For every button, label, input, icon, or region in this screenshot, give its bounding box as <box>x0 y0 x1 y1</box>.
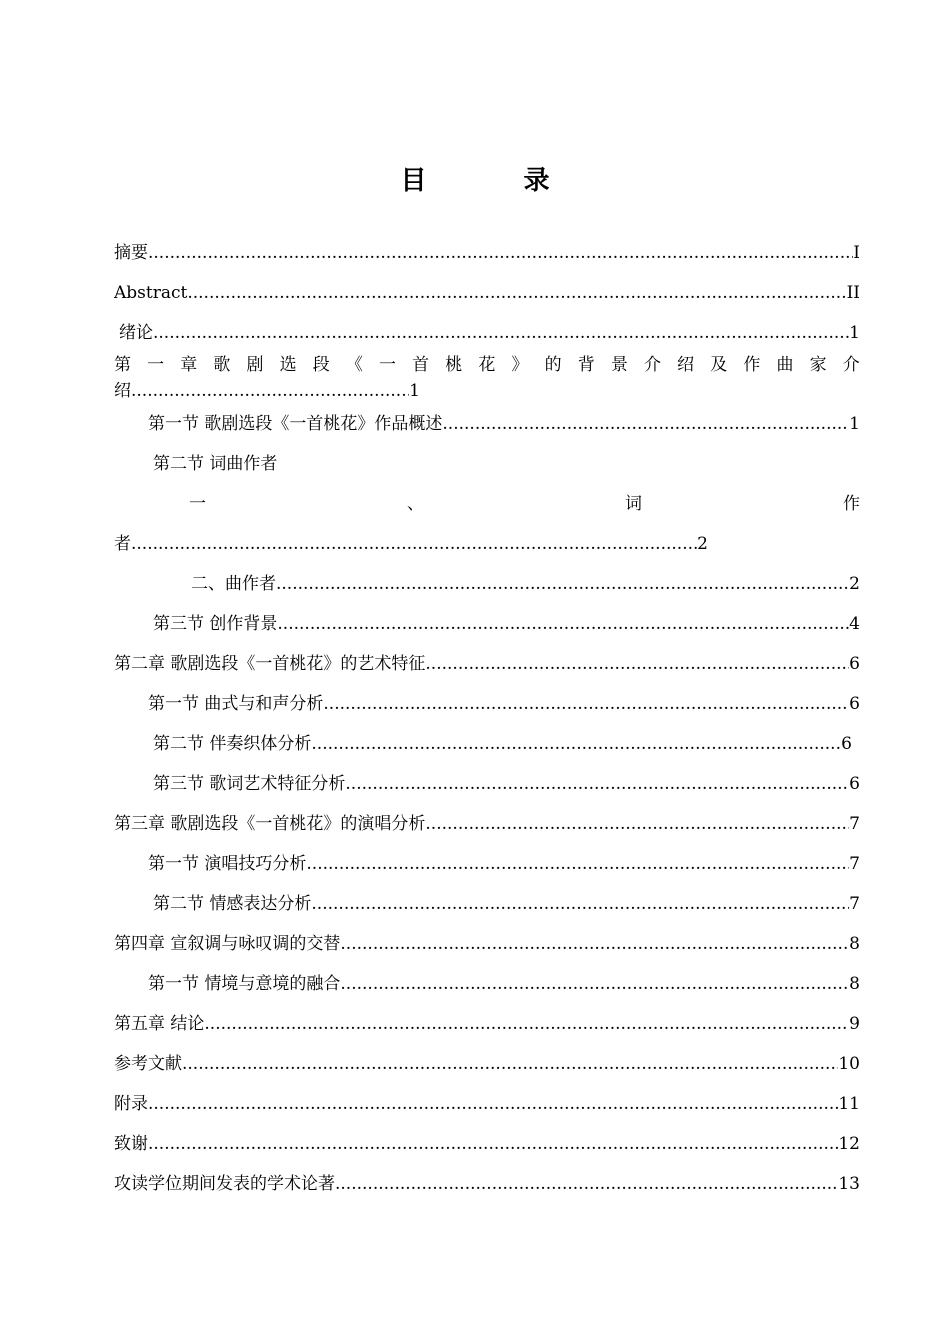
toc-leader-dots <box>340 932 849 956</box>
toc-entry-chapter-3[interactable] <box>114 812 860 836</box>
toc-leader-dots <box>425 652 849 676</box>
toc-entry-label: 参考文献 <box>114 1054 182 1074</box>
toc-char: 首 <box>412 355 430 375</box>
toc-char: 《 <box>345 355 363 375</box>
toc-leader-dots <box>335 1172 838 1196</box>
toc-entry-chapter-5[interactable] <box>114 1012 860 1036</box>
toc-entry-lyricist[interactable] <box>189 492 860 516</box>
toc-entry-label: 摘要 <box>114 243 148 263</box>
toc-entry-label: Abstract <box>114 283 188 303</box>
toc-char: 》 <box>511 355 529 375</box>
toc-leader-dots <box>323 692 849 716</box>
toc-char: 、 <box>407 494 424 514</box>
toc-entry-page: 12 <box>838 1134 860 1154</box>
toc-entry-page: 6 <box>849 654 860 674</box>
toc-entry-page: 10 <box>838 1054 860 1074</box>
toc-entry-ch4-sec1[interactable] <box>148 972 860 996</box>
toc-entry-introduction[interactable] <box>119 321 860 345</box>
toc-char: 绍 <box>677 355 695 375</box>
toc-entry-label: 附录 <box>114 1094 148 1114</box>
toc-leader-dots <box>311 732 841 756</box>
toc-entry-references[interactable] <box>114 1052 860 1076</box>
toc-leader-dots <box>345 772 849 796</box>
toc-entry-page: 9 <box>849 1014 860 1034</box>
toc-leader-dots <box>148 241 853 265</box>
toc-entry-page: 8 <box>849 974 860 994</box>
toc-entry-ch1-sec2[interactable]: 第二节 词曲作者 <box>153 454 278 474</box>
toc-entry-ch3-sec2[interactable] <box>153 892 860 916</box>
toc-title: 目 录 <box>400 166 594 196</box>
toc-entry-lyricist-continued[interactable] <box>114 532 708 556</box>
toc-char: 一 <box>147 355 165 375</box>
toc-entry-label: 第一节 歌剧选段《一首桃花》作品概述 <box>148 414 443 434</box>
toc-leader-dots <box>277 612 849 636</box>
toc-entry-page: 1 <box>409 381 420 401</box>
toc-entry-ch1-sec3[interactable] <box>153 612 860 636</box>
toc-char: 作 <box>743 355 761 375</box>
toc-entry-page: II <box>846 283 860 303</box>
toc-entry-chapter-1-continued[interactable] <box>114 379 420 403</box>
toc-entry-label: 攻读学位期间发表的学术论著 <box>114 1174 335 1194</box>
toc-leader-dots <box>306 852 849 876</box>
toc-leader-dots <box>182 1052 838 1076</box>
toc-char: 一 <box>189 494 206 514</box>
toc-entry-ch2-sec3[interactable] <box>153 772 860 796</box>
toc-entry-page: 7 <box>849 854 860 874</box>
toc-char: 曲 <box>776 355 794 375</box>
toc-char: 剧 <box>246 355 264 375</box>
toc-entry-page: 2 <box>697 534 708 554</box>
toc-entry-abstract-en[interactable] <box>114 281 860 305</box>
toc-char: 家 <box>809 355 827 375</box>
toc-leader-dots <box>131 379 409 403</box>
toc-char: 词 <box>625 494 642 514</box>
toc-char: 作 <box>843 494 860 514</box>
toc-leader-dots <box>276 572 849 596</box>
toc-entry-page: 1 <box>849 323 860 343</box>
toc-entry-label: 第二章 歌剧选段《一首桃花》的艺术特征 <box>114 654 426 674</box>
toc-char: 的 <box>544 355 562 375</box>
toc-entry-label: 绪论 <box>119 323 153 343</box>
toc-char: 及 <box>710 355 728 375</box>
toc-char: 段 <box>312 355 330 375</box>
toc-entry-label: 者 <box>114 534 131 554</box>
toc-entry-label: 第三节 创作背景 <box>153 614 278 634</box>
toc-char: 一 <box>379 355 396 375</box>
toc-char: 花 <box>478 355 496 375</box>
toc-entry-label: 绍 <box>114 381 131 401</box>
toc-entry-chapter-2[interactable] <box>114 652 860 676</box>
toc-entry-page: I <box>853 243 860 263</box>
toc-leader-dots <box>442 412 849 436</box>
toc-char: 介 <box>842 355 860 375</box>
toc-entry-label: 第三章 歌剧选段《一首桃花》的演唱分析 <box>114 814 426 834</box>
toc-leader-dots <box>187 281 846 305</box>
toc-entry-composer[interactable] <box>191 572 860 596</box>
toc-entry-ch2-sec1[interactable] <box>148 692 860 716</box>
toc-entry-chapter-4[interactable] <box>114 932 860 956</box>
toc-entry-page: 11 <box>838 1094 860 1114</box>
toc-entry-label: 第一节 曲式与和声分析 <box>148 694 324 714</box>
toc-entry-page: 7 <box>849 894 860 914</box>
toc-char: 选 <box>279 355 297 375</box>
toc-char: 第 <box>114 355 131 375</box>
toc-char: 景 <box>610 355 628 375</box>
toc-leader-dots <box>153 321 849 345</box>
toc-entry-publications[interactable] <box>114 1172 860 1196</box>
toc-char: 桃 <box>445 355 463 375</box>
toc-entry-ch3-sec1[interactable] <box>148 852 860 876</box>
toc-leader-dots <box>311 892 849 916</box>
toc-entry-page: 2 <box>849 574 860 594</box>
toc-entry-label: 第五章 结论 <box>114 1014 205 1034</box>
toc-entry-page: 6 <box>849 694 860 714</box>
toc-char: 章 <box>180 355 198 375</box>
toc-entry-label: 第三节 歌词艺术特征分析 <box>153 774 346 794</box>
toc-char: 歌 <box>213 355 231 375</box>
toc-entry-page: 13 <box>838 1174 860 1194</box>
toc-entry-page: 1 <box>849 414 860 434</box>
toc-entry-ch1-sec1[interactable] <box>148 412 860 436</box>
toc-leader-dots <box>340 972 849 996</box>
toc-entry-abstract-cn[interactable] <box>114 241 860 265</box>
toc-entry-label: 第二节 伴奏织体分析 <box>153 734 312 754</box>
toc-entry-label: 第二节 情感表达分析 <box>153 894 312 914</box>
toc-leader-dots <box>425 812 849 836</box>
toc-entry-page: 7 <box>849 814 860 834</box>
toc-entry-label: 第四章 宣叙调与咏叹调的交替 <box>114 934 341 954</box>
toc-entry-page: 6 <box>849 774 860 794</box>
toc-char: 背 <box>577 355 595 375</box>
toc-entry-page: 6 <box>841 734 852 754</box>
toc-char: 介 <box>644 355 661 375</box>
toc-entry-acknowledgements[interactable] <box>114 1132 860 1156</box>
toc-entry-label: 第一节 情境与意境的融合 <box>148 974 341 994</box>
toc-entry-label: 二、曲作者 <box>191 574 276 594</box>
toc-entry-label: 致谢 <box>114 1134 148 1154</box>
toc-entry-appendix[interactable] <box>114 1092 860 1116</box>
toc-leader-dots <box>148 1132 838 1156</box>
toc-leader-dots <box>148 1092 838 1116</box>
toc-leader-dots <box>131 532 697 556</box>
toc-entry-page: 4 <box>849 614 860 634</box>
toc-entry-page: 8 <box>849 934 860 954</box>
toc-entry-ch2-sec2[interactable] <box>153 732 852 756</box>
toc-entry-chapter-1[interactable] <box>114 353 860 377</box>
toc-entry-label: 第一节 演唱技巧分析 <box>148 854 307 874</box>
toc-leader-dots <box>204 1012 849 1036</box>
